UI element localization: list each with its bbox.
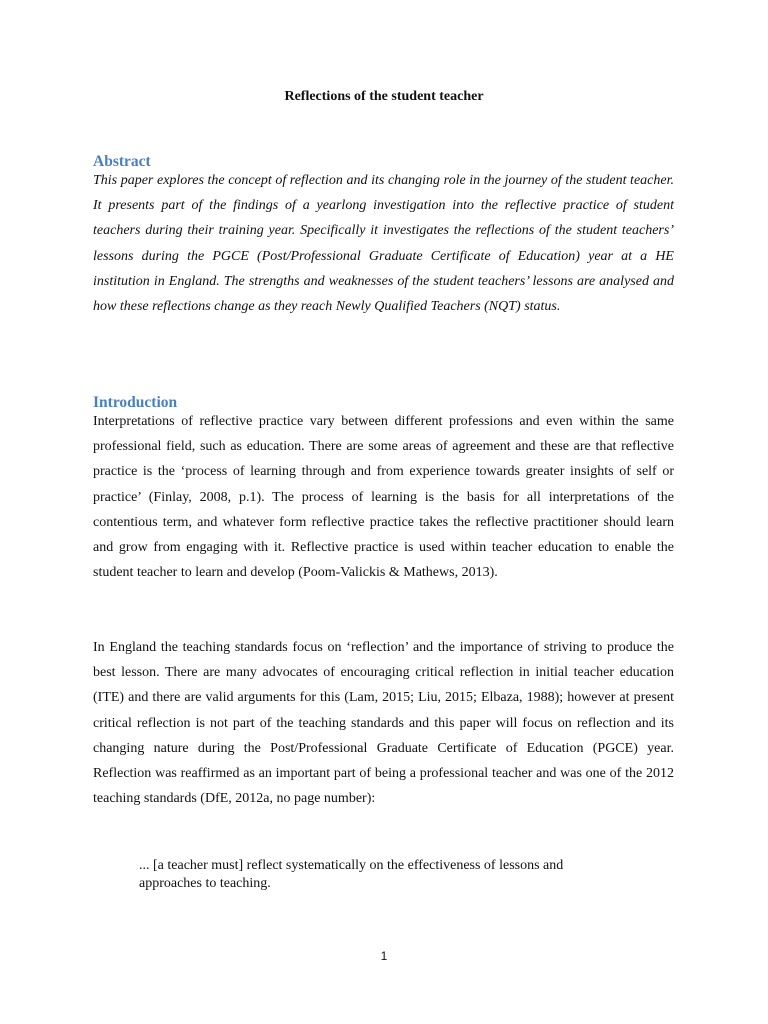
introduction-paragraph-2: In England the teaching standards focus on ‘reflection’ and the importance of striving to produce the best lesson. There are many advocates of encouraging critical reflection in initial teacher education (ITE) and there are valid arguments for this (Lam, 2015; Liu, 2015; Elbaza, 1988); however at present critical reflection is not part of the teaching standards and this paper will focus on reflection and its changing nature during the Post/Professional Graduate Certificate of Education (PGCE) year. Reflection was reaffirmed as an important part of being a professional teacher and was one of the 2012 teaching standards (DfE, 2012a, no page number):: [93, 640, 674, 807]
block-quote: ... [a teacher must] reflect systematically on the effectiveness of lessons and approaches to teaching.: [139, 858, 564, 891]
introduction-heading: Introduction: [93, 394, 178, 411]
introduction-paragraph-1: Interpretations of reflective practice vary between different professions and even within the same professional field, such as education. There are some areas of agreement and these are that reflective practice is the ‘process of learning through and from experience towards greater insights of self or practice’ (Finlay, 2008, p.1). The process of learning is the basis for all interpretations of the contentious term, and whatever form reflective practice takes the reflective practitioner should learn and grow from engaging with it. Reflective practice is used within teacher education to enable the student teacher to learn and develop (Poom-Valickis & Mathews, 2013).: [93, 414, 674, 581]
document-title: Reflections of the student teacher: [284, 89, 484, 104]
abstract-text: This paper explores the concept of reflection and its changing role in the journey of the student teacher. It presents part of the findings of a yearlong investigation into the reflective practice of student teachers during their training year. Specifically it investigates the reflections of the student teachers’ lessons during the PGCE (Post/Professional Graduate Certificate of Education) year at a HE institution in England. The strengths and weaknesses of the student teachers’ lessons are analysed and how these reflections change as they reach Newly Qualified Teachers (NQT) status.: [93, 173, 674, 315]
page-number: 1: [380, 949, 388, 963]
abstract-heading: Abstract: [93, 153, 151, 170]
